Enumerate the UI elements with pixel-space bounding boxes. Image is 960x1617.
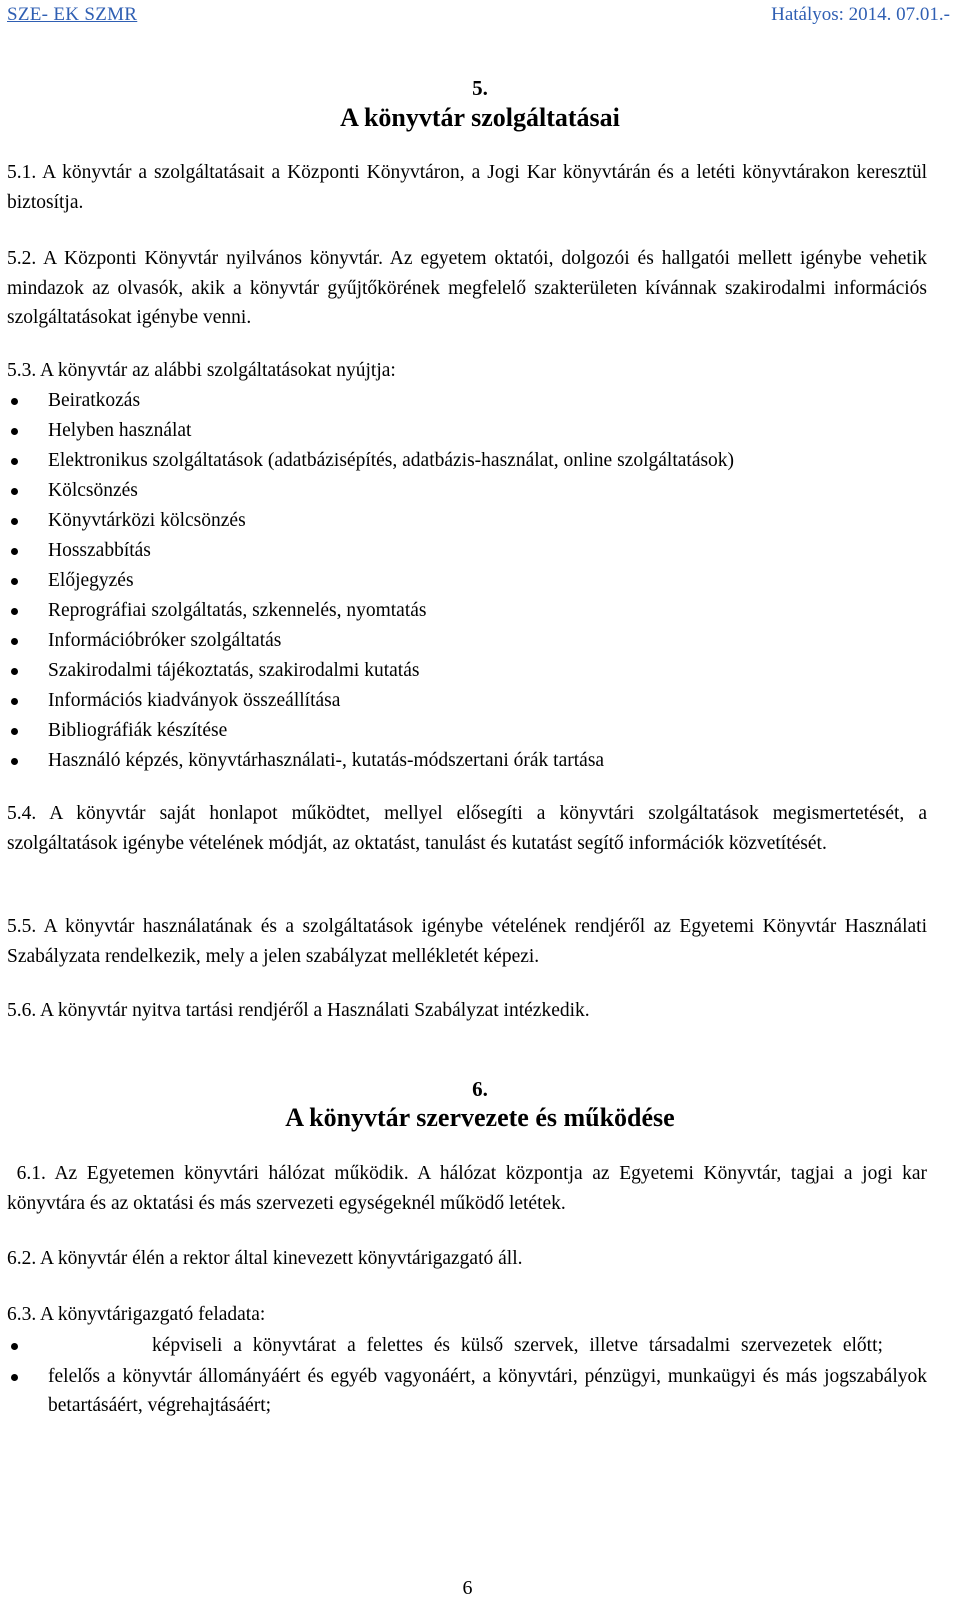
bullet-icon [11, 398, 18, 405]
bullet-icon [11, 608, 18, 615]
list-item: Előjegyzés [7, 566, 927, 596]
section-5-3 [7, 356, 927, 776]
section-6-2 [7, 1244, 927, 1274]
paragraph-5-3-intro: 5.3. A könyvtár az alábbi szolgáltatásokat nyújtja: [7, 360, 396, 381]
list-item: Használó képzés, könyvtárhasználati-, kutatás-módszertani órák tartása [7, 746, 927, 776]
list-item: Bibliográfiák készítése [7, 716, 927, 746]
section-5-5 [7, 912, 927, 971]
bullet-icon [11, 638, 18, 645]
list-item: Szakirodalmi tájékoztatás, szakirodalmi kutatás [7, 656, 927, 686]
bullet-icon [11, 518, 18, 525]
bullet-icon [11, 728, 18, 735]
page-number: 6 [462, 1577, 473, 1599]
bullet-icon [11, 548, 18, 555]
list-item: Könyvtárközi kölcsönzés [7, 506, 927, 536]
paragraph-6-1: 6.1. Az Egyetemen könyvtári hálózat működik. A hálózat központja az Egyetemi Könyvtár, tagjai a jogi kar könyvtára és az oktatási és más szervezeti egységeknél működő letétek. [7, 1163, 932, 1214]
list-item: Hosszabbítás [7, 536, 927, 566]
bullet-icon [11, 1374, 18, 1381]
header-effective-date: Hatályos: 2014. 07.01.- [771, 4, 950, 25]
paragraph-5-5: 5.5. A könyvtár használatának és a szolgáltatások igénybe vételének rendjéről az Egyetemi Könyvtár Használati Szabályzata rendelkezik, mely a jelen szabályzat mellékletét képezi. [7, 916, 927, 967]
section-5-6 [7, 996, 927, 1026]
list-item: Beiratkozás [7, 386, 927, 416]
paragraph-6-3-intro: 6.3. A könyvtárigazgató feladata: [7, 1304, 266, 1325]
section-5-2 [7, 244, 927, 333]
section-6-1 [7, 1159, 932, 1218]
bullet-icon [11, 698, 18, 705]
list-item: Információbróker szolgáltatás [7, 626, 927, 656]
list-item: képviseli a könyvtárat a felettes és külső szervek, illetve társadalmi szervezetek előtt; [7, 1331, 927, 1361]
section-5-1 [7, 158, 927, 217]
list-item: felelős a könyvtár állományáért és egyéb vagyonáért, a könyvtári, pénzügyi, munkaügyi és más jogszabályok betartásáért, végrehajtásáért; [7, 1362, 927, 1421]
section-5-4 [7, 799, 927, 858]
list-item: Helyben használat [7, 416, 927, 446]
chapter-6-number: 6. [472, 1077, 488, 1101]
page-header [7, 3, 950, 29]
section-6-3 [7, 1300, 927, 1421]
chapter-5-title: A könyvtár szolgáltatásai [340, 103, 620, 132]
paragraph-5-4: 5.4. A könyvtár saját honlapot működtet, mellyel elősegíti a könyvtári szolgáltatások megismertetését, a szolgáltatások igénybe vételének módját, az oktatást, tanulást és kutatást segítő információk közvetítését. [7, 803, 927, 854]
paragraph-5-1: 5.1. A könyvtár a szolgáltatásait a Központi Könyvtáron, a Jogi Kar könyvtárán és a letéti könyvtárakon keresztül biztosítja. [7, 162, 927, 213]
chapter-5-number: 5. [472, 76, 488, 100]
services-list [7, 386, 927, 776]
list-item: Reprográfiai szolgáltatás, szkennelés, nyomtatás [7, 596, 927, 626]
list-item: Kölcsönzés [7, 476, 927, 506]
bullet-icon [11, 758, 18, 765]
chapter-6-title: A könyvtár szervezete és működése [285, 1103, 675, 1132]
list-item: Információs kiadványok összeállítása [7, 686, 927, 716]
bullet-icon [11, 428, 18, 435]
paragraph-5-6: 5.6. A könyvtár nyitva tartási rendjéről a Használati Szabályzat intézkedik. [7, 1000, 590, 1021]
paragraph-6-2: 6.2. A könyvtár élén a rektor által kinevezett könyvtárigazgató áll. [7, 1248, 523, 1269]
paragraph-5-2: 5.2. A Központi Könyvtár nyilvános könyvtár. Az egyetem oktatói, dolgozói és hallgatói mellett igénybe vehetik mindazok az olvasók, akik a könyvtár gyűjtőkörének megfelelő szakterületen kívánnak szakirodalmi információs szolgáltatásokat igénybe venni. [7, 248, 927, 328]
bullet-icon [11, 578, 18, 585]
bullet-icon [11, 668, 18, 675]
bullet-icon [11, 488, 18, 495]
duties-list [7, 1331, 927, 1421]
list-item: Elektronikus szolgáltatások (adatbázisépítés, adatbázis-használat, online szolgáltatások) [7, 446, 927, 476]
bullet-icon [11, 1343, 18, 1350]
header-document-code: SZE- EK SZMR [7, 4, 138, 25]
bullet-icon [11, 458, 18, 465]
